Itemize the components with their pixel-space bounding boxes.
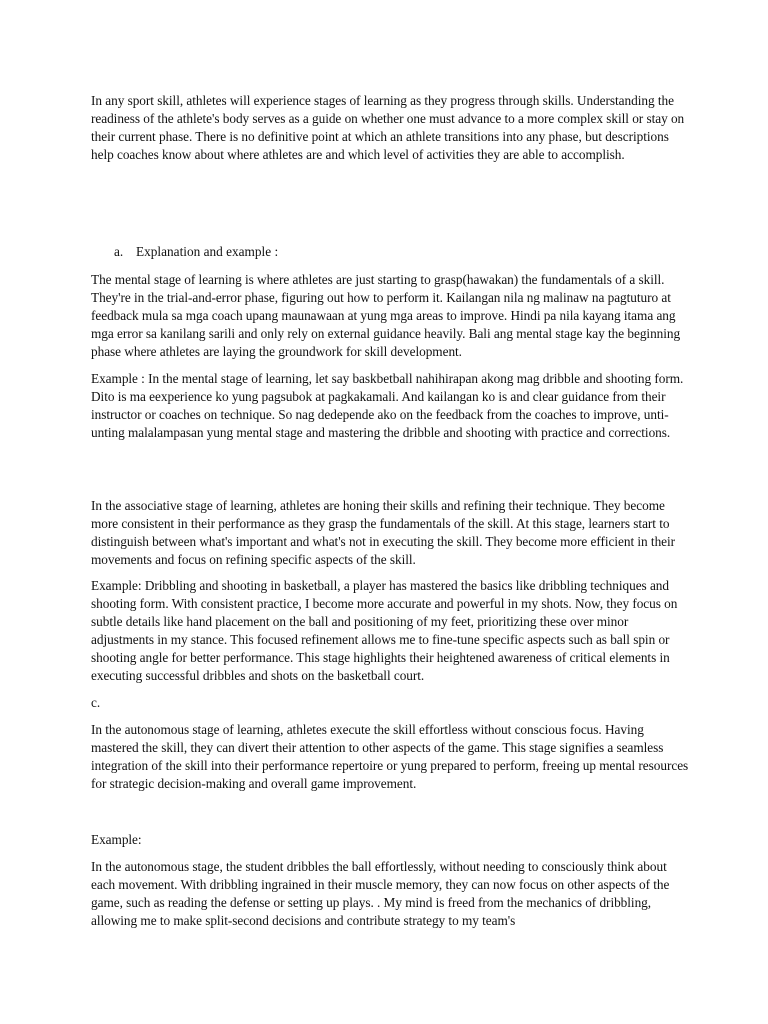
- autonomous-example-paragraph: In the autonomous stage, the student dribbles the ball effortlessly, without needing to consciously think about each movement. With dribbling ingrained in their muscle memory, they can now focus on other aspects of the game, such as reading the defense or setting up plays. . My mind is freed from the mechanics of dribbling, allowing me to make split-second decisions and contribute strategy to my team's: [91, 859, 670, 928]
- associative-stage-paragraph: In the associative stage of learning, athletes are honing their skills and refining their technique. They become more consistent in their performance as they grasp the fundamentals of the skill. At this stage, learners start to distinguish between what's important and what's not in executing the skill. They become more efficient in their movements and focus on refining specific aspects of the skill.: [91, 498, 676, 567]
- intro-paragraph: In any sport skill, athletes will experience stages of learning as they progress through skills. Understanding the readiness of the athlete's body serves as a guide on whether one must advance to a more complex skill or stay on their current phase. There is no definitive point at which an athlete transitions into any phase, but descriptions help coaches know about where athletes are and which level of activities they are able to accomplish.: [91, 93, 685, 162]
- list-item-a-label: Explanation and example :: [136, 244, 279, 259]
- mental-example-paragraph: Example : In the mental stage of learning, let say baskbetball nahihirapan akong mag dribble and shooting form. Dito is ma eexperience ko yung pagsubok at pagkakamali. And kailangan ko is and clear guidance from their instructor or coaches on technique. So nag dedepende ako on the feedback from the coaches to improve, unti- unting malalampasan yung mental stage and mastering the dribble and shooting with practice and corrections.: [91, 371, 684, 440]
- autonomous-stage-paragraph: In the autonomous stage of learning, athletes execute the skill effortless without conscious focus. Having mastered the skill, they can divert their attention to other aspects of the game. This stage signifies a seamless integration of the skill into their performance repertoire or yung prepared to perform, freeing up mental resources for strategic decision-making and overall game improvement.: [91, 722, 689, 791]
- section-c-marker: c.: [91, 695, 101, 710]
- list-item-a: [114, 243, 278, 261]
- list-marker-a: a.: [114, 244, 124, 259]
- example-heading: Example:: [91, 832, 142, 847]
- associative-example-paragraph: Example: Dribbling and shooting in basketball, a player has mastered the basics like dribbling techniques and shooting form. With consistent practice, I become more accurate and powerful in my shots. Now, they focus on subtle details like hand placement on the ball and positioning of my feet, prioritizing these over minor adjustments in my stance. This focused refinement allows me to fine-tune specific aspects such as ball spin or shooting angle for better performance. This stage highlights their heightened awareness of critical elements in executing successful dribbles and shots on the basketball court.: [91, 578, 678, 683]
- mental-stage-paragraph: The mental stage of learning is where athletes are just starting to grasp(hawakan) the fundamentals of a skill. They're in the trial-and-error phase, figuring out how to perform it. Kailangan nila ng malinaw na pagtuturo at feedback mula sa mga coach upang maunawaan at yung mga areas to improve. Hindi pa nila kayang itama ang mga error sa kanilang sarili and only rely on external guidance heavily. Bali ang mental stage kay the beginning phase where athletes are laying the groundwork for skill development.: [91, 272, 681, 359]
